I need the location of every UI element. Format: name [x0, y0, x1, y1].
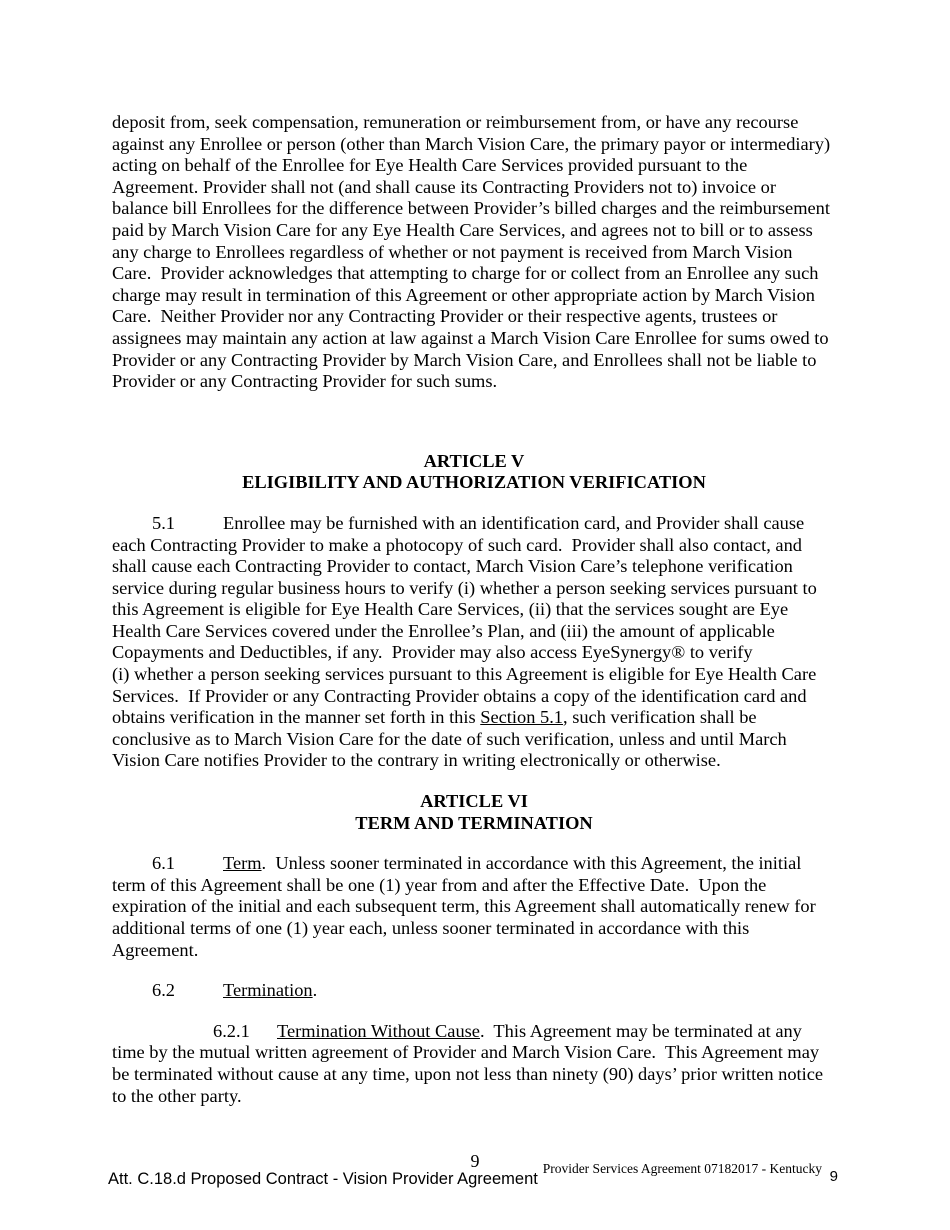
footer-document-reference: Provider Services Agreement 07182017 - Kentucky: [542, 1161, 822, 1176]
section-6-2-paragraph: 6.2 Termination.: [152, 980, 318, 1001]
section-number: 6.2: [152, 980, 175, 1001]
footer-attachment-label: Att. C.18.d Proposed Contract - Vision Provider Agreement: [108, 1170, 538, 1188]
heading-line: ARTICLE VI: [420, 791, 528, 812]
document-body: [112, 112, 836, 1107]
heading-line: ARTICLE V: [423, 450, 525, 471]
section-5-1-paragraph: 5.1 Enrollee may be furnished with an identification card, and Provider shall cause each Contracting Provider to make a photocopy of such card. Provider shall also contact, and shall cause each Contracting Provider to contact, March Vision Care’s telephone verification service during regular business hours to verify (i) whether a person seeking services pursuant to this Agreement is eligible for Eye Health Care Services, (ii) that the services sought are Eye Health Care Services covered under the Enrollee’s Plan, and (iii) the amount of applicable Copayments and Deductibles, if any. Provider may also access EyeSynergy® to verify (i) whether a person seeking services pursuant to this Agreement is eligible for Eye Health Care Services. If Provider or any Contracting Provider obtains a copy of the identification card and obtains verification in the manner set forth in this Section 5.1, such verification shall be conclusive as to March Vision Care for the date of such verification, unless and until March Vision Care notifies Provider to the contrary in writing electronically or otherwise.: [112, 512, 822, 771]
article-vi-heading: [112, 791, 836, 834]
section-6-1-paragraph: 6.1 Term. Unless sooner terminated in accordance with this Agreement, the initial term of this Agreement shall be one (1) year from and after the Effective Date. Upon the expiration of the initial and each subsequent term, this Agreement shall automatically renew for additional terms of one (1) year each, unless sooner terminated in accordance with this Agreement.: [112, 853, 821, 960]
article-v-heading: [112, 451, 836, 494]
underlined-term: Termination Without Cause: [277, 1020, 480, 1041]
heading-line: ELIGIBILITY AND AUTHORIZATION VERIFICATION: [242, 472, 706, 493]
underlined-term: Section 5.1: [480, 707, 563, 728]
section-6-2-1-paragraph: 6.2.1 Termination Without Cause. This Agreement may be terminated at any time by the mutual written agreement of Provider and March Vision Care. This Agreement may be terminated without cause at any time, upon not less than ninety (90) days’ prior written notice to the other party.: [112, 1020, 828, 1106]
underlined-term: Term: [223, 853, 262, 874]
page-number-center: 9: [470, 1151, 480, 1171]
heading-line: TERM AND TERMINATION: [355, 812, 593, 833]
continuation-paragraph: deposit from, seek compensation, remuneration or reimbursement from, or have any recourse against any Enrollee or person (other than March Vision Care, the primary payor or intermediary) acting on behalf of the Enrollee for Eye Health Care Services provided pursuant to the Agreement. Provider shall not (and shall cause its Contracting Providers not to) invoice or balance bill Enrollees for the difference between Provider’s billed charges and the reimbursement paid by March Vision Care for any Eye Health Care Services, and agrees not to bill or to assess any charge to Enrollees regardless of whether or not payment is received from March Vision Care. Provider acknowledges that attempting to charge for or collect from an Enrollee any such charge may result in termination of this Agreement or other appropriate action by March Vision Care. Neither Provider nor any Contracting Provider or their respective agents, trustees or assignees may maintain any action at law against a March Vision Care Enrollee for sums owed to Provider or any Contracting Provider by March Vision Care, and Enrollees shall not be liable to Provider or any Contracting Provider for such sums.: [112, 112, 835, 392]
section-number: 6.2.1: [213, 1020, 250, 1041]
page-number-right: 9: [829, 1168, 838, 1185]
section-number: 6.1: [152, 853, 175, 874]
section-number: 5.1: [152, 512, 175, 533]
underlined-term: Termination: [223, 980, 313, 1001]
